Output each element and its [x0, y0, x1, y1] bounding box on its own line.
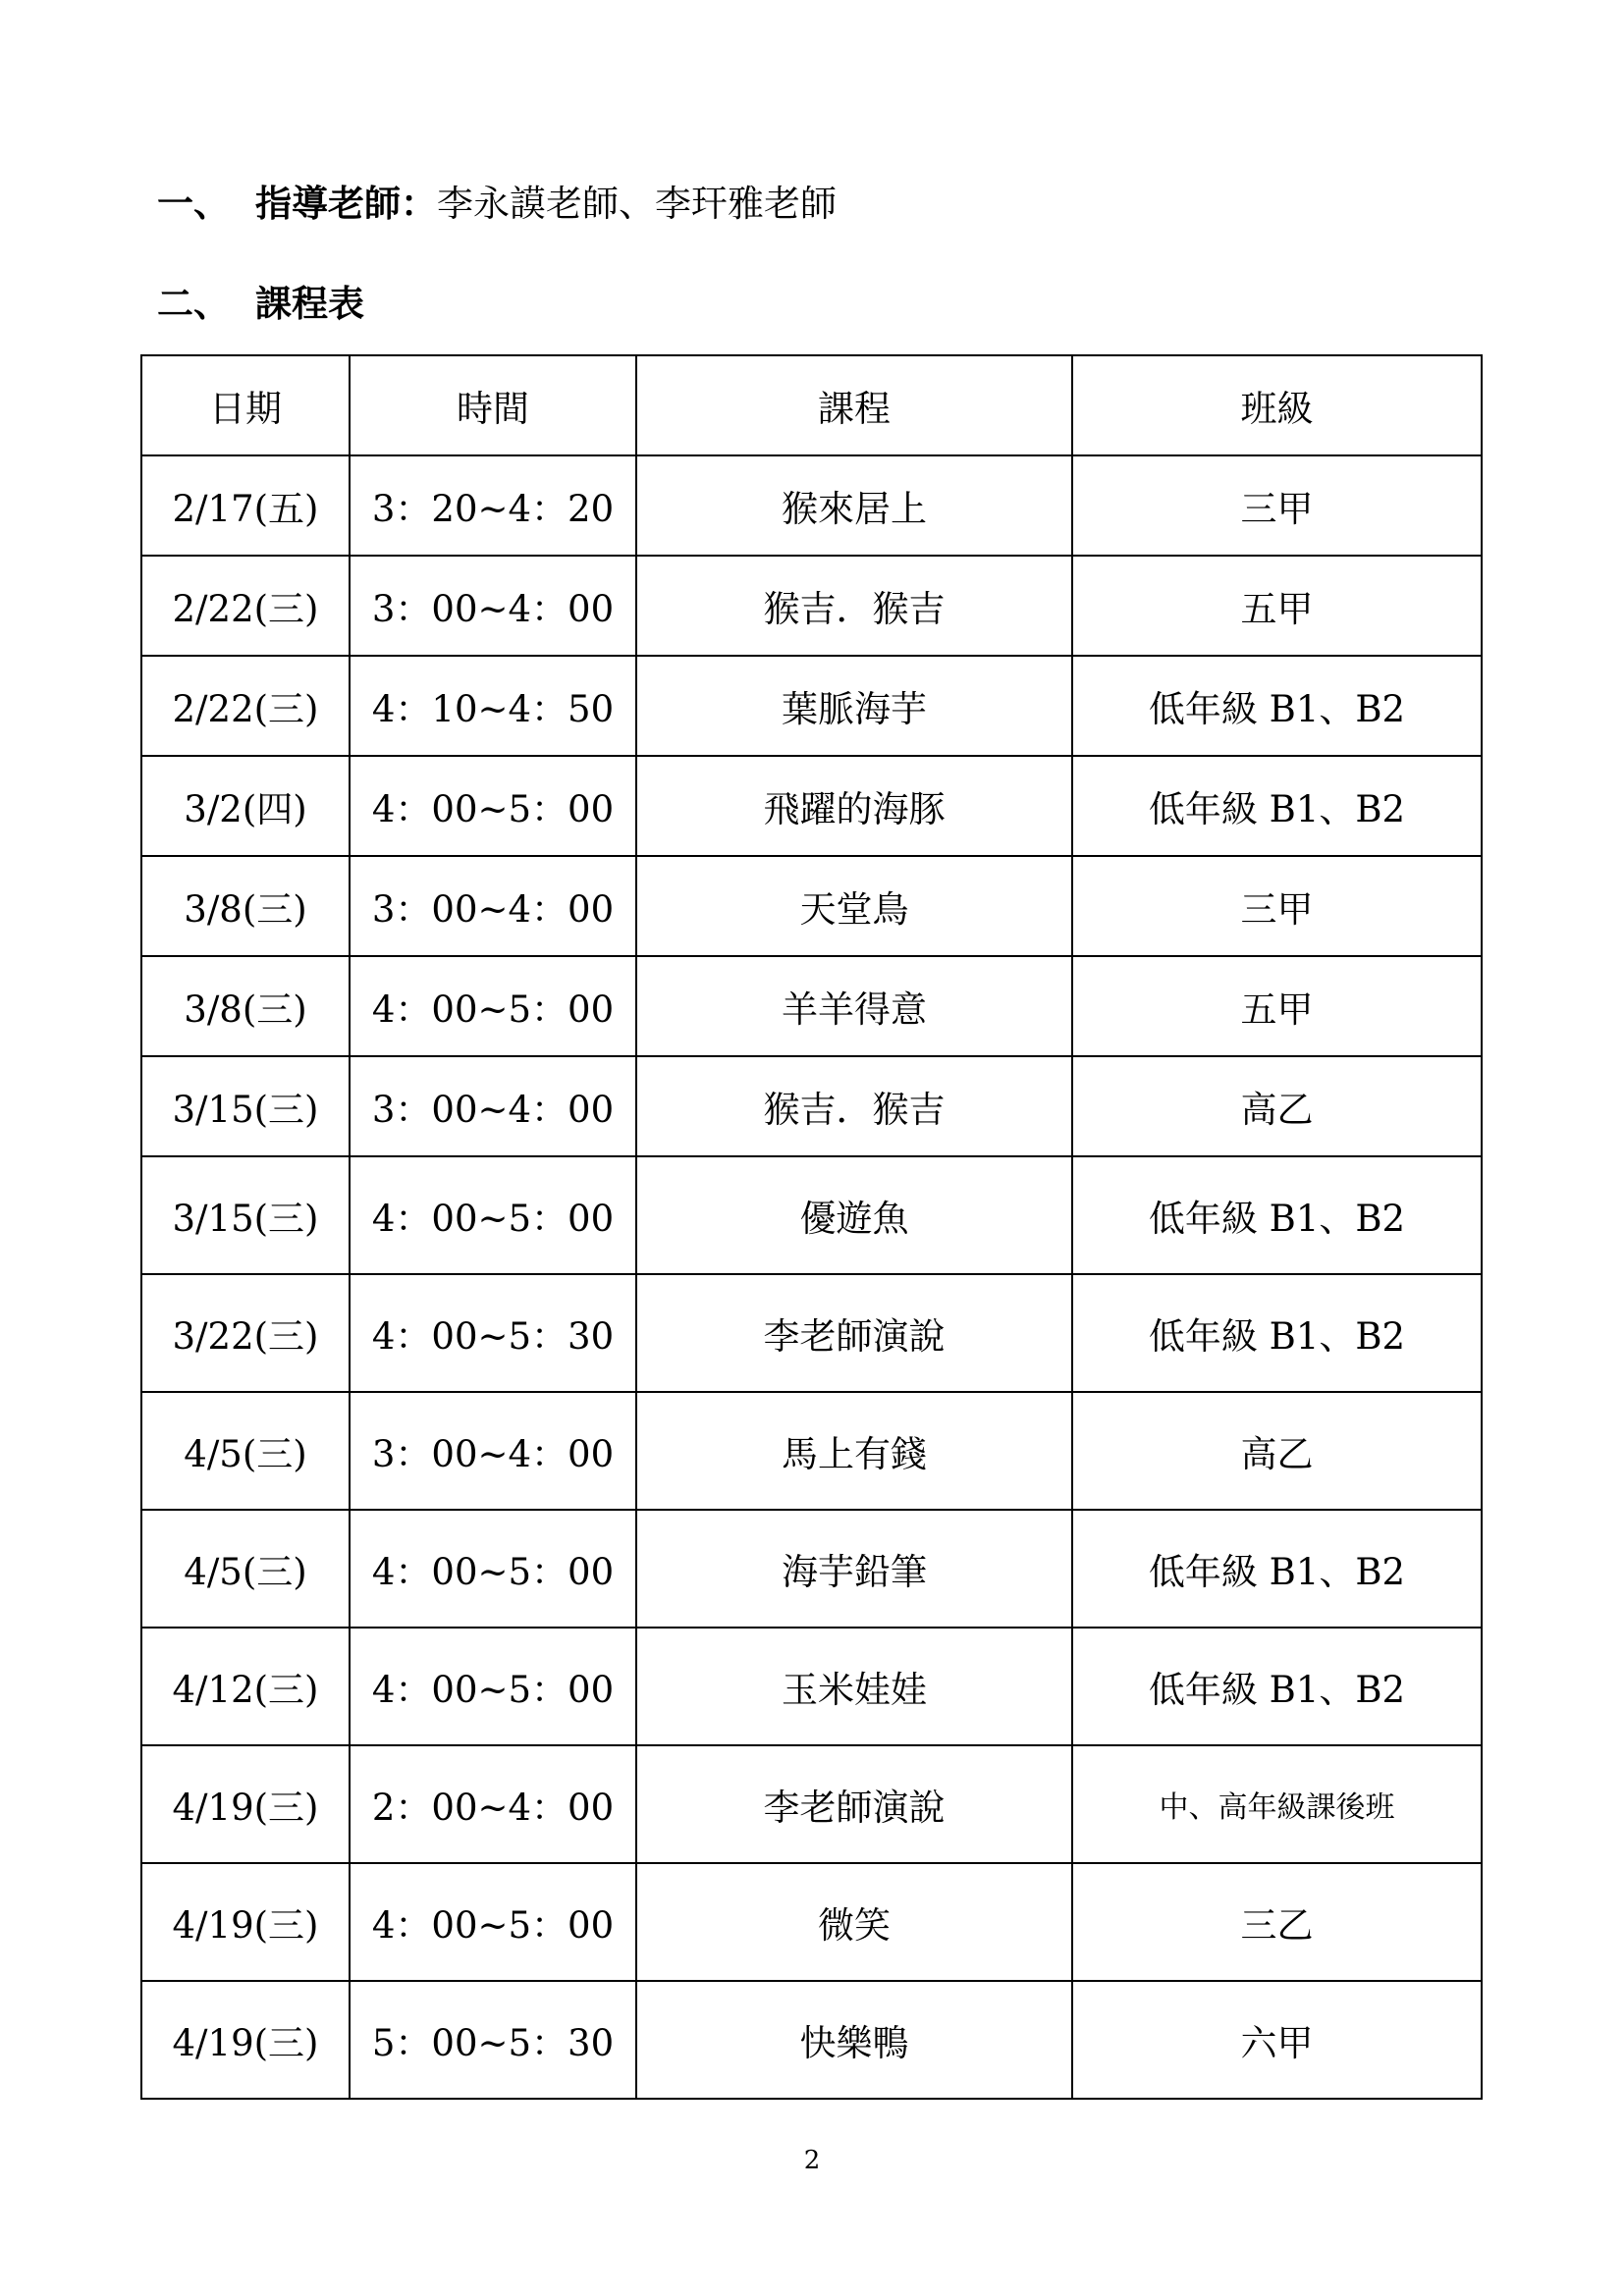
cell-class: 低年級 B1、B2 [1072, 1156, 1482, 1274]
cell-course: 優遊魚 [636, 1156, 1072, 1274]
cell-class: 低年級 B1、B2 [1072, 1510, 1482, 1628]
cell-time: 5：00~5：30 [350, 1981, 636, 2099]
table-row [141, 956, 1482, 1056]
cell-course: 葉脈海芋 [636, 656, 1072, 756]
instructors-heading [157, 183, 837, 226]
cell-date: 4/19(三) [141, 1745, 350, 1863]
cell-date: 2/17(五) [141, 455, 350, 556]
instructors-names: 李永謨老師、李玕雅老師 [437, 183, 837, 225]
cell-class: 低年級 B1、B2 [1072, 1628, 1482, 1745]
cell-time: 4：00~5：00 [350, 956, 636, 1056]
table-row [141, 1056, 1482, 1156]
table-row [141, 1981, 1482, 2099]
page-number: 2 [803, 2146, 821, 2175]
cell-class: 三乙 [1072, 1863, 1482, 1981]
cell-date: 3/15(三) [141, 1156, 350, 1274]
cell-class: 五甲 [1072, 556, 1482, 656]
instructors-label: 指導老師： [255, 183, 437, 225]
cell-time: 4：00~5：00 [350, 1863, 636, 1981]
table-row [141, 856, 1482, 956]
cell-date: 4/5(三) [141, 1392, 350, 1510]
table-row [141, 1628, 1482, 1745]
cell-course: 李老師演說 [636, 1745, 1072, 1863]
cell-course: 快樂鴨 [636, 1981, 1072, 2099]
cell-date: 2/22(三) [141, 556, 350, 656]
cell-class: 低年級 B1、B2 [1072, 656, 1482, 756]
cell-course: 猴來居上 [636, 455, 1072, 556]
schedule-title: 課程表 [255, 283, 364, 325]
header-time: 時間 [350, 355, 636, 455]
cell-time: 4：00~5：00 [350, 1156, 636, 1274]
cell-time: 3：00~4：00 [350, 556, 636, 656]
cell-time: 4：10~4：50 [350, 656, 636, 756]
cell-time: 4：00~5：00 [350, 1510, 636, 1628]
table-row [141, 455, 1482, 556]
table-row [141, 1392, 1482, 1510]
cell-class: 六甲 [1072, 1981, 1482, 2099]
cell-class: 高乙 [1072, 1056, 1482, 1156]
table-row [141, 1510, 1482, 1628]
cell-time: 3：00~4：00 [350, 1056, 636, 1156]
cell-course: 微笑 [636, 1863, 1072, 1981]
cell-date: 4/19(三) [141, 1981, 350, 2099]
cell-course: 天堂鳥 [636, 856, 1072, 956]
section-number: 二、 [157, 283, 230, 325]
cell-course: 羊羊得意 [636, 956, 1072, 1056]
cell-time: 4：00~5：00 [350, 756, 636, 856]
table-row [141, 1274, 1482, 1392]
table-row [141, 1156, 1482, 1274]
cell-time: 4：00~5：30 [350, 1274, 636, 1392]
cell-time: 3：20~4：20 [350, 455, 636, 556]
cell-date: 4/5(三) [141, 1510, 350, 1628]
cell-date: 2/22(三) [141, 656, 350, 756]
cell-class: 高乙 [1072, 1392, 1482, 1510]
cell-course: 李老師演說 [636, 1274, 1072, 1392]
header-course: 課程 [636, 355, 1072, 455]
table-header-row [141, 355, 1482, 455]
cell-course: 玉米娃娃 [636, 1628, 1072, 1745]
cell-course: 猴吉．猴吉 [636, 1056, 1072, 1156]
table-row [141, 756, 1482, 856]
table-row [141, 656, 1482, 756]
table-row [141, 1863, 1482, 1981]
cell-course: 海芋鉛筆 [636, 1510, 1072, 1628]
cell-date: 3/15(三) [141, 1056, 350, 1156]
cell-course: 猴吉．猴吉 [636, 556, 1072, 656]
header-date: 日期 [141, 355, 350, 455]
cell-date: 3/8(三) [141, 956, 350, 1056]
cell-date: 3/8(三) [141, 856, 350, 956]
header-class: 班級 [1072, 355, 1482, 455]
cell-date: 4/12(三) [141, 1628, 350, 1745]
cell-class: 五甲 [1072, 956, 1482, 1056]
table-row [141, 556, 1482, 656]
schedule-heading [157, 283, 364, 326]
cell-class: 低年級 B1、B2 [1072, 756, 1482, 856]
cell-class: 三甲 [1072, 856, 1482, 956]
cell-class: 三甲 [1072, 455, 1482, 556]
section-number: 一、 [157, 183, 230, 225]
cell-date: 3/22(三) [141, 1274, 350, 1392]
cell-time: 3：00~4：00 [350, 856, 636, 956]
cell-date: 3/2(四) [141, 756, 350, 856]
table-row [141, 1745, 1482, 1863]
cell-date: 4/19(三) [141, 1863, 350, 1981]
cell-class: 中、高年級課後班 [1072, 1745, 1482, 1863]
cell-time: 3：00~4：00 [350, 1392, 636, 1510]
cell-time: 2：00~4：00 [350, 1745, 636, 1863]
cell-class: 低年級 B1、B2 [1072, 1274, 1482, 1392]
cell-course: 馬上有錢 [636, 1392, 1072, 1510]
cell-time: 4：00~5：00 [350, 1628, 636, 1745]
schedule-table [140, 354, 1483, 2100]
cell-course: 飛躍的海豚 [636, 756, 1072, 856]
